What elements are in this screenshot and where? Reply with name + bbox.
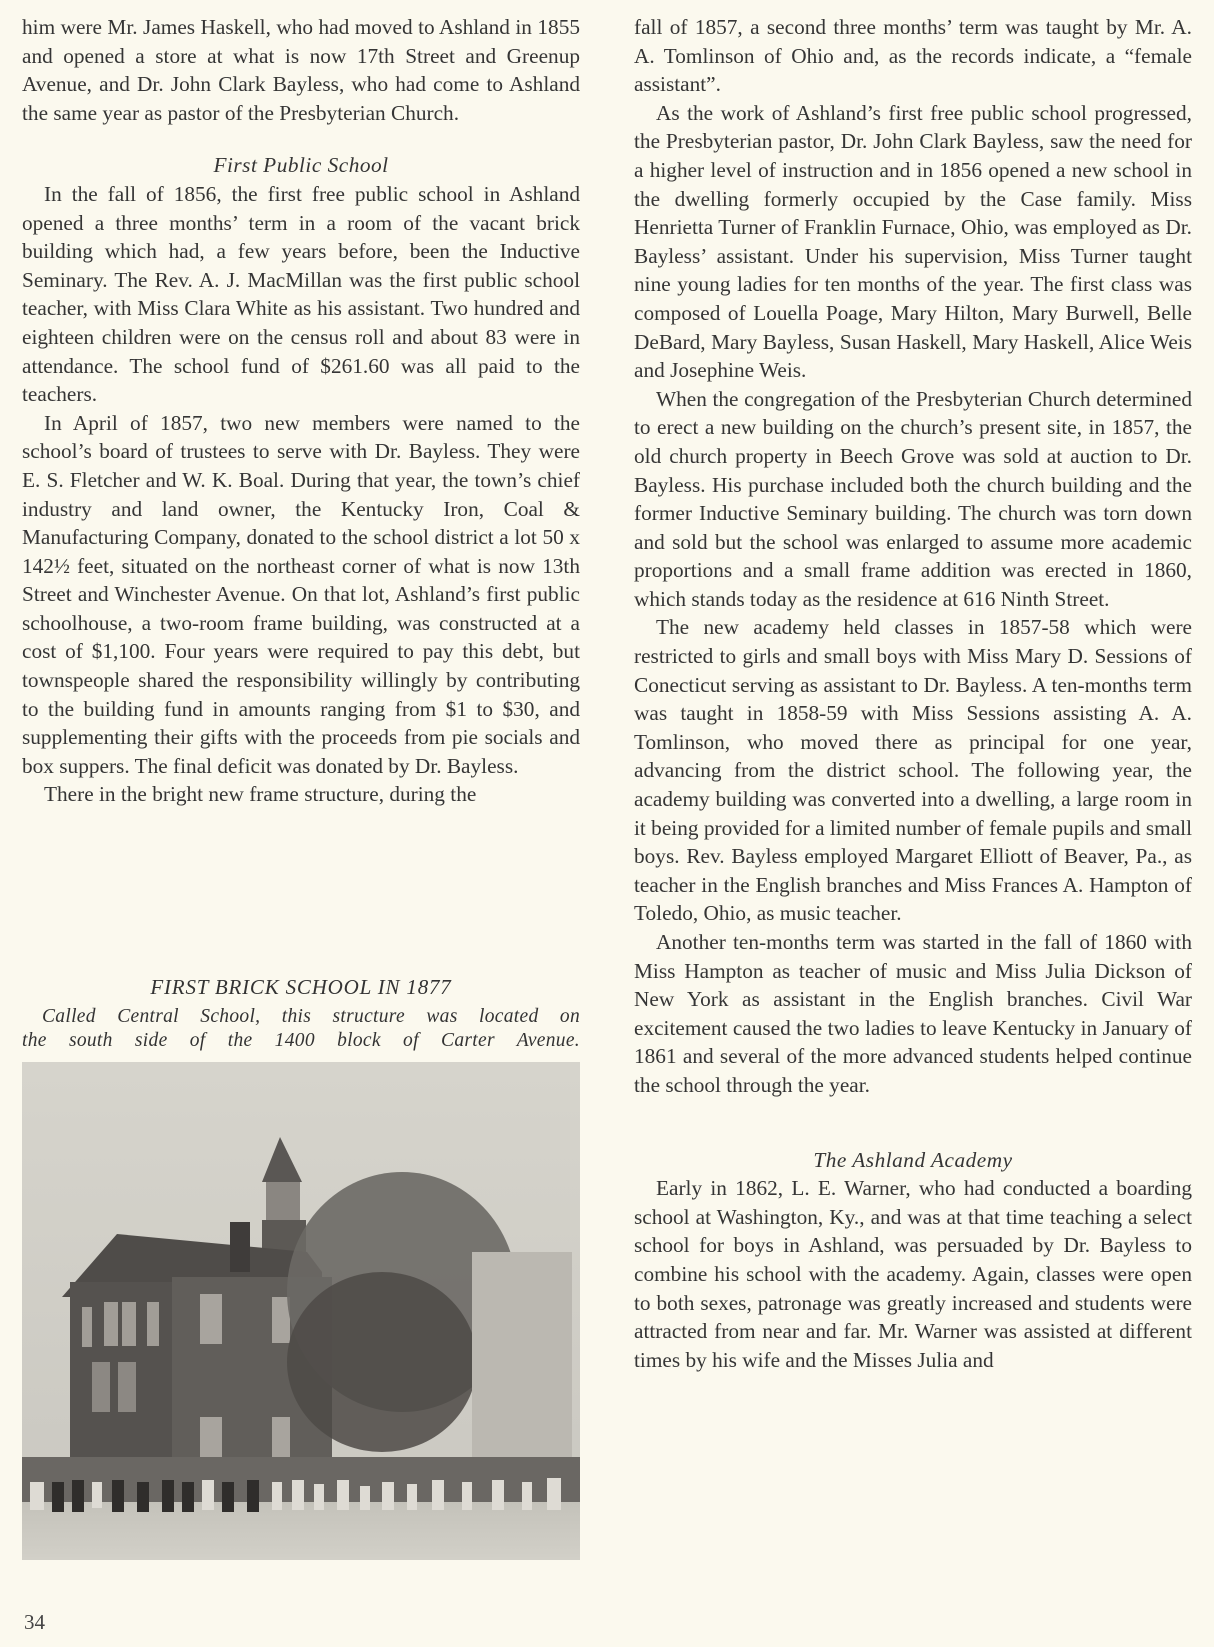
paragraph: When the congregation of the Presbyterian Church determined to erect a new building on the church’s present site, in 1857, the old church property in Beech Grove was sold at auction to Dr. Bayless. His purchase included both the church building and the former Inductive Seminary building. The church was torn down and sold but the school was enlarged to assume more academic proportions and a small frame addition was erected in 1860, which stands today as the residence at 616 Ninth Street. <box>634 386 1192 611</box>
section-heading: The Ashland Academy <box>813 1147 1013 1172</box>
ground <box>22 1502 580 1560</box>
window <box>272 1297 290 1343</box>
paragraph: Another ten-months term was started in the fall of 1860 with Miss Hampton as teacher of music and Miss Julia Dickson of New York as assistant in the English branches. Civil War excitement caused the two ladies to leave Kentucky in January of 1861 and several of the more advanced students helped continue the school through the year. <box>634 930 1192 1097</box>
paragraph: The new academy held classes in 1857-58 which were restricted to girls and small boys with Miss Mary D. Sessions of Conecticut serving as assistant to Dr. Bayless. A ten-months term was taught in 1858-59 with Miss Sessions assisting A. A. Tomlinson, who moved there as principal for one year, advancing from the district school. The following year, the academy building was converted into a dwelling, a large room in it being provided for a limited number of female pupils and small boys. Rev. Bayless employed Margaret Elliott of Beaver, Pa., as teacher in the English branches and Miss Frances A. Hampton of Toledo, Ohio, as music teacher. <box>634 615 1192 926</box>
window <box>200 1294 222 1344</box>
window <box>82 1307 92 1347</box>
paragraph: fall of 1857, a second three months’ term was taught by Mr. A. A. Tomlinson of Ohio and, as the records indicate, a “female assistant”. <box>634 15 1192 97</box>
window <box>122 1302 136 1346</box>
page-number: 34 <box>24 1610 45 1634</box>
window <box>118 1362 136 1412</box>
figure-caption <box>22 1005 580 1053</box>
window <box>92 1362 110 1412</box>
paragraph: There in the bright new frame structure, during the <box>44 782 477 807</box>
section-heading: First Public School <box>213 153 389 178</box>
paragraph: As the work of Ashland’s first free public school progressed, the Presbyterian pastor, Dr. John Clark Bayless, saw the need for a higher level of instruction and in 1856 opened a new school in the dwelling formerly occupied by the Case family. Miss Henrietta Turner of Franklin Furnace, Ohio, was employed as Dr. Bayless’ assistant. Under his supervision, Miss Turner taught nine young ladies for ten months of the year. The first class was composed of Louella Poage, Mary Hilton, Mary Burwell, Belle DeBard, Mary Bayless, Susan Haskell, Mary Haskell, Alice Weis and Josephine Weis. <box>634 100 1192 383</box>
figure-title: FIRST BRICK SCHOOL IN 1877 <box>150 975 452 999</box>
photo-illustration <box>22 1062 580 1560</box>
historic-school-photo <box>22 1062 580 1560</box>
neighbor-house <box>472 1252 572 1482</box>
window <box>147 1302 159 1346</box>
caption-line: Called Central School, this structure was located on <box>42 1006 580 1027</box>
chimney <box>230 1222 250 1272</box>
tree-shadow <box>287 1272 477 1452</box>
paragraph: In April of 1857, two new members were named to the school’s board of trustees to serve with Dr. Bayless. They were E. S. Fletcher and W. K. Boal. During that year, the town’s chief industry and land owner, the Kentucky Iron, Coal & Manufacturing Company, donated to the school district a lot 50 x 142½ feet, situated on the northeast corner of what is now 13th Street and Winchester Avenue. On that lot, Ashland’s first public schoolhouse, a two-room frame building, was constructed at a cost of $1,100. Four years were required to pay this debt, but townspeople shared the responsibility willingly by contributing to the building fund in amounts ranging from $1 to $30, and supplementing their gifts with the proceeds from pie socials and box suppers. The final deficit was donated by Dr. Bayless. <box>22 410 580 778</box>
caption-line: the south side of the 1400 block of Carter Avenue. <box>22 1030 580 1051</box>
right-column <box>634 13 1192 1374</box>
left-column <box>22 13 580 809</box>
window <box>104 1302 118 1346</box>
tower-belfry <box>266 1182 300 1222</box>
paragraph: him were Mr. James Haskell, who had moved to Ashland in 1855 and opened a store at what is now 17th Street and Greenup Avenue, and Dr. John Clark Bayless, who had come to Ashland the same year as pastor of the Presbyterian Church. <box>22 15 580 125</box>
paragraph: Early in 1862, L. E. Warner, who had conducted a boarding school at Washington, Ky., and was at that time teaching a select school for boys in Ashland, was persuaded by Dr. Bayless to combine his school with the academy. Again, classes were open to both sexes, patronage was greatly increased and students were attracted from near and far. Mr. Warner was assisted at different times by his wife and the Misses Julia and <box>634 1176 1192 1372</box>
paragraph: In the fall of 1856, the first free public school in Ashland opened a three months’ term in a room of the vacant brick building which had, a few years before, been the Inductive Seminary. The Rev. A. J. MacMillan was the first public school teacher, with Miss Clara White as his assistant. Two hundred and eighteen children were on the census roll and about 83 were in attendance. The school fund of $261.60 was all paid to the teachers. <box>22 181 580 407</box>
